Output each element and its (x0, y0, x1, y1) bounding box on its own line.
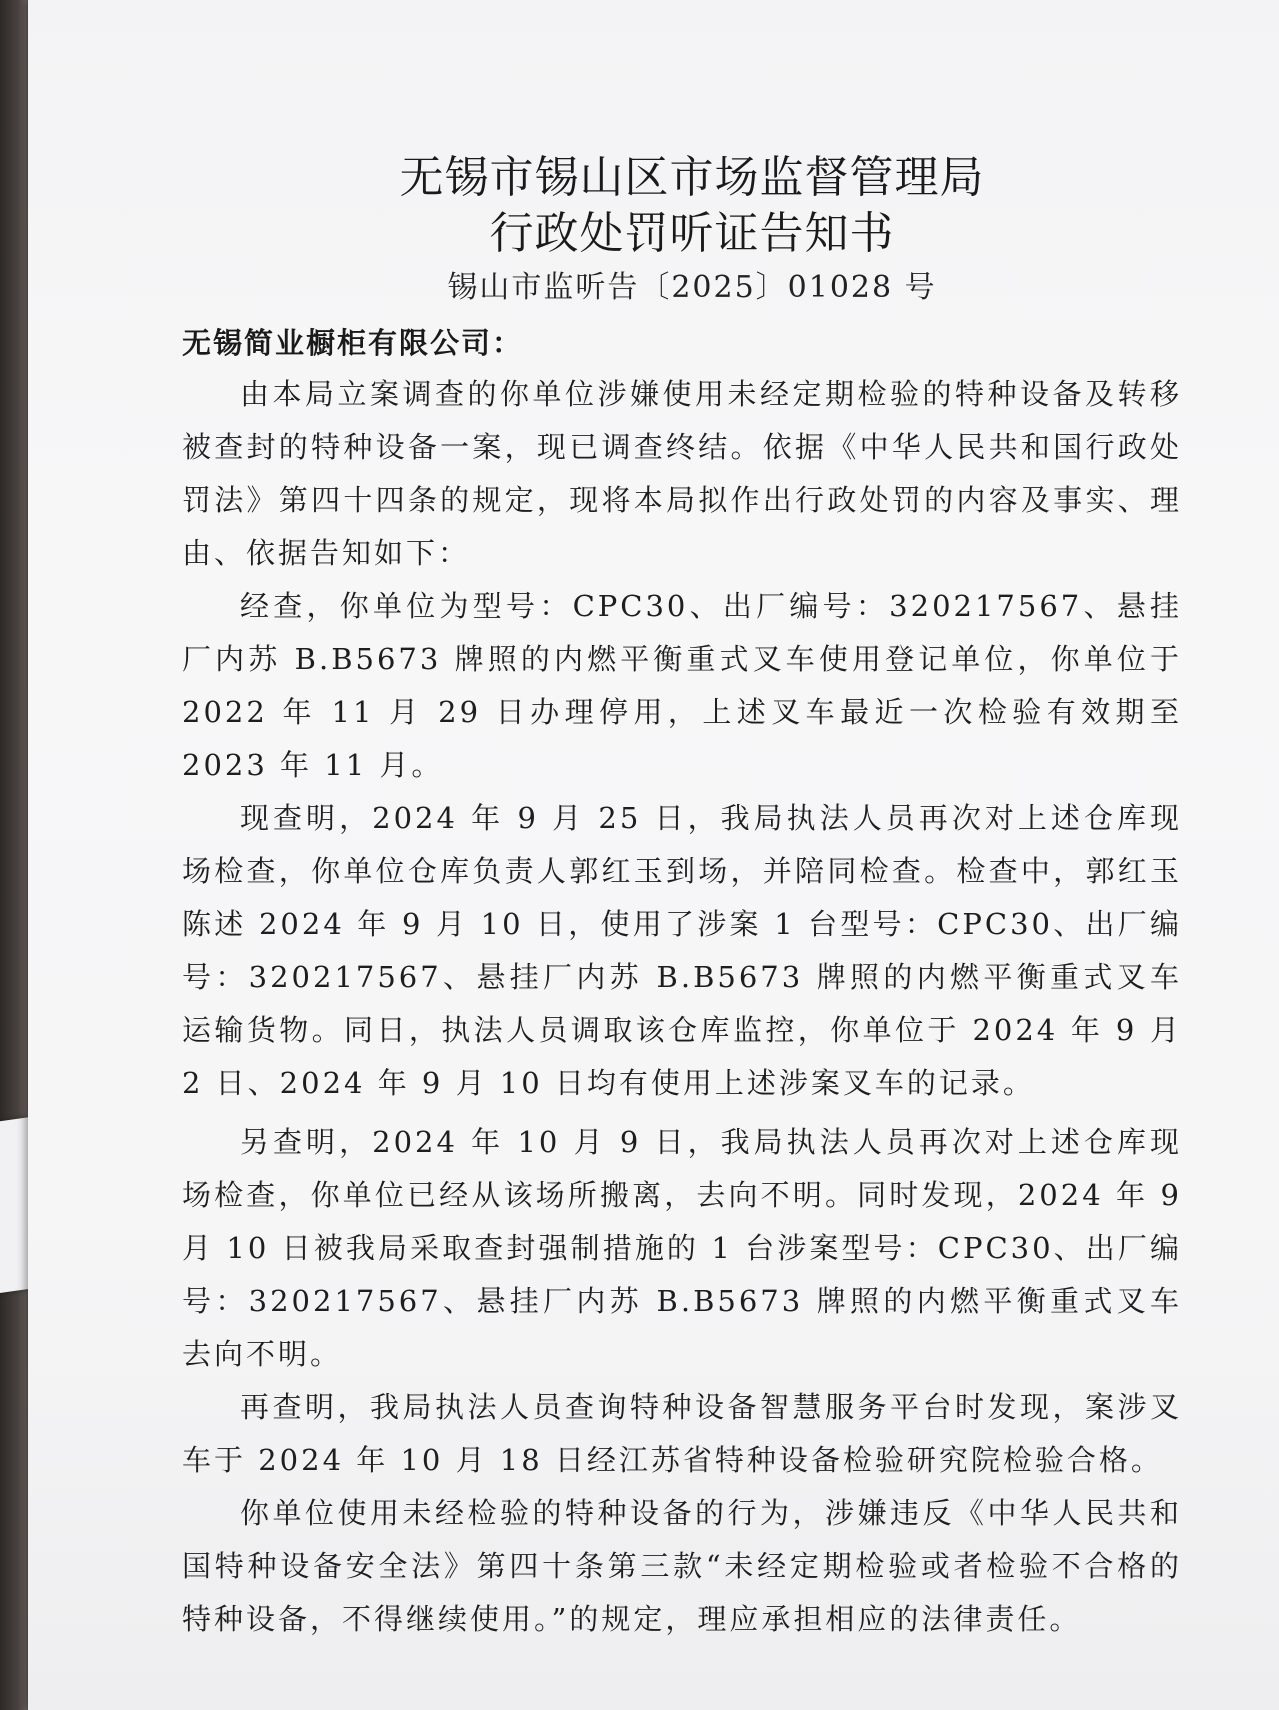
paragraph-facts-3: 另查明，2024 年 10 月 9 日，我局执法人员再次对上述仓库现场检查，你单位已经从该场所搬离，去向不明。同时发现，2024 年 9 月 10 日被我局采取查封强制措施的 1 台涉案型号：CPC30、出厂编号：320217567、悬挂厂内苏 B.B5673 牌照的内燃平衡重式叉车去向不明。 (182, 1125, 1182, 1371)
paper-sheet (28, 0, 1279, 1710)
paragraph-facts-1: 经查，你单位为型号：CPC30、出厂编号：320217567、悬挂厂内苏 B.B5673 牌照的内燃平衡重式叉车使用登记单位，你单位于 2022 年 11 月 29 日办理停用，上述叉车最近一次检验有效期至 2023 年 11 月。 (182, 589, 1182, 782)
document-title (182, 150, 1182, 262)
notice-document (182, 150, 1182, 1646)
paragraph-facts-2: 现查明，2024 年 9 月 25 日，我局执法人员再次对上述仓库现场检查，你单位仓库负责人郭红玉到场，并陪同检查。检查中，郭红玉陈述 2024 年 9 月 10 日，使用了涉案 1 台型号：CPC30、出厂编号：320217567、悬挂厂内苏 B.B5673 牌照的内燃平衡重式叉车运输货物。同日，执法人员调取该仓库监控，你单位于 2024 年 9 月 2 日、2024 年 9 月 10 日均有使用上述涉案叉车的记录。 (182, 801, 1182, 1100)
title-line-2: 行政处罚听证告知书 (489, 208, 895, 259)
paragraph-legal-basis: 你单位使用未经检验的特种设备的行为，涉嫌违反《中华人民共和国特种设备安全法》第四十条第三款“未经定期检验或者检验不合格的特种设备，不得继续使用。”的规定，理应承担相应的法律责任。 (182, 1496, 1182, 1636)
paragraph-intro: 由本局立案调查的你单位涉嫌使用未经定期检验的特种设备及转移被查封的特种设备一案，现已调查终结。依据《中华人民共和国行政处罚法》第四十四条的规定，现将本局拟作出行政处罚的内容及事实、理由、依据告知如下： (182, 377, 1182, 570)
paragraph-facts-4: 再查明，我局执法人员查询特种设备智慧服务平台时发现，案涉叉车于 2024 年 10 月 18 日经江苏省特种设备检验研究院检验合格。 (182, 1390, 1182, 1477)
recipient-line: 无锡简业橱柜有限公司： (182, 326, 524, 360)
title-line-1: 无锡市锡山区市场监督管理局 (399, 152, 985, 203)
document-number: 锡山市监听告〔2025〕01028 号 (447, 270, 937, 305)
